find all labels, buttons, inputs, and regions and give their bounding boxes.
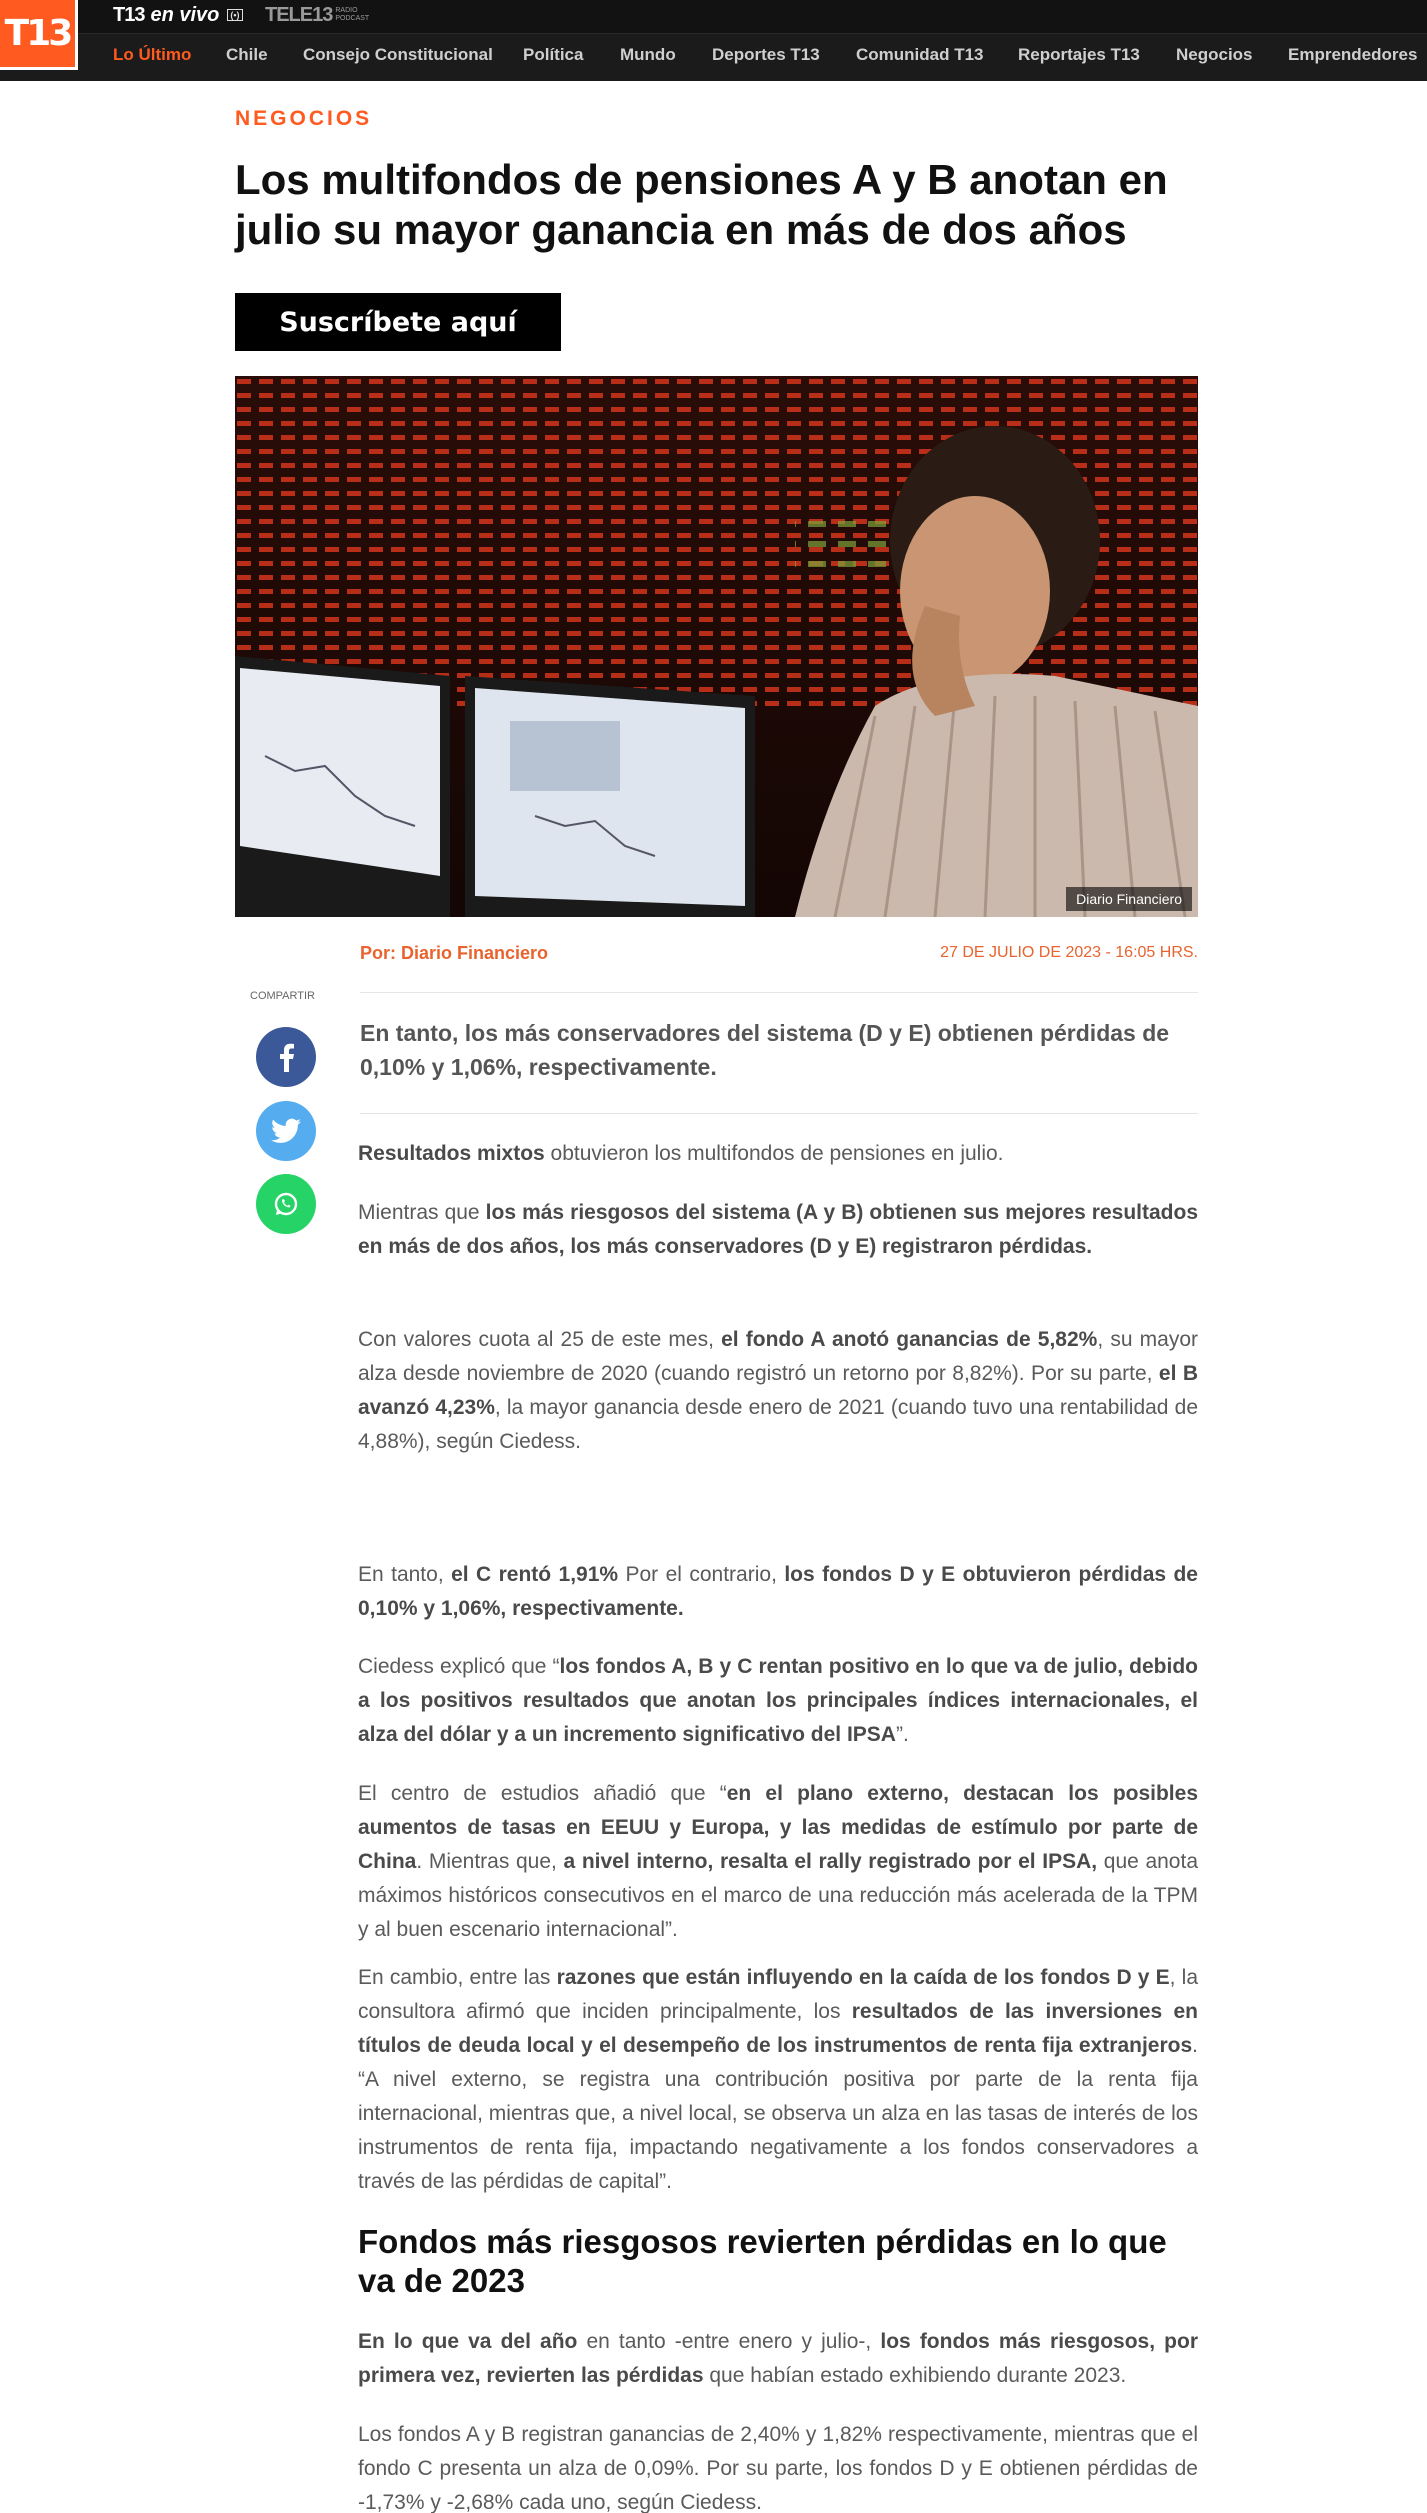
paragraph-9 [358, 2418, 1198, 2513]
nav-item-reportajes[interactable]: Reportajes T13 [1018, 45, 1140, 64]
share-twitter-button[interactable] [256, 1101, 316, 1161]
text: , la mayor ganancia desde enero de 2021 (cuando tuvo una rentabilidad de 4,88%), según Ciedess. [358, 1396, 1198, 1453]
nav-item-politica[interactable]: Política [523, 45, 584, 64]
bold-text: razones que están influyendo en la caída de los fondos D y E [556, 1966, 1170, 1989]
radio-sub [335, 7, 369, 23]
paragraph-4 [358, 1558, 1198, 1626]
nav-item-negocios[interactable]: Negocios [1176, 45, 1253, 64]
article-lead: En tanto, los más conservadores del sistema (D y E) obtienen pérdidas de 0,10% y 1,06%, respectivamente. [360, 1020, 1170, 1080]
divider [360, 992, 1198, 993]
envivo-label: en vivo [150, 3, 220, 26]
paragraph-6 [358, 1777, 1198, 1947]
image-caption: Diario Financiero [1066, 887, 1192, 911]
section-label[interactable]: NEGOCIOS [235, 107, 373, 130]
whatsapp-icon [272, 1190, 300, 1218]
text: Los fondos A y B registran ganancias de 2,40% y 1,82% respectivamente, mientras que el fondo C presenta un alza de 0,09%. Por su parte, los fondos D y E obtienen pérdidas de -1,73% y -2,68% cada uno, según Ciedess. [358, 2423, 1198, 2513]
text: ”. [895, 1723, 909, 1746]
bold-text: los fondos D y E obtuvieron pérdidas de 0,10% y 1,06%, respectivamente. [358, 1563, 1198, 1620]
share-whatsapp-button[interactable] [256, 1174, 316, 1234]
main-nav [0, 34, 1427, 81]
paragraph-5 [358, 1650, 1198, 1752]
bold-text: los más riesgosos del sistema (A y B) obtienen sus mejores resultados en más de dos años, los más conservadores (D y E) registraron pérdidas. [358, 1201, 1198, 1258]
nav-item-lo-ultimo[interactable]: Lo Último [113, 45, 192, 64]
text: Con valores cuota al 25 de este mes, [358, 1328, 722, 1351]
bold-text: los fondos A, B y C rentan positivo en lo que va de julio, debido a los positivos resultados que anotan los principales índices internacionales, el alza del dólar y a un incremento significativo del IPSA [358, 1655, 1198, 1746]
text: En cambio, entre las [358, 1966, 557, 1989]
live-signal-icon: (•) [227, 9, 242, 21]
text: El centro de estudios añadió que “ [358, 1782, 727, 1805]
twitter-icon [271, 1118, 301, 1144]
tele13-radio-link[interactable] [265, 2, 369, 28]
bold-text: a nivel interno, resalta el rally registrado por el IPSA, [563, 1850, 1098, 1873]
facebook-icon [274, 1042, 298, 1072]
text: que habían estado exhibiendo durante 2023. [703, 2364, 1127, 2387]
paragraph-1 [358, 1137, 1198, 1171]
text: . Mientras que, [416, 1850, 564, 1873]
paragraph-8 [358, 2325, 1198, 2393]
nav-item-emprendedores[interactable]: Emprendedores [1288, 45, 1418, 64]
bold-text: Resultados mixtos [358, 1142, 545, 1165]
bold-text: En lo que va del año [358, 2330, 578, 2353]
bold-text: el fondo A anotó ganancias de 5,82% [721, 1328, 1098, 1351]
text: Ciedess explicó que “ [358, 1655, 560, 1678]
en-vivo-link[interactable] [113, 2, 243, 28]
bold-text: en el plano externo, destacan los posibles aumentos de tasas en EEUU y Europa, y las medidas de estímulo por parte de China [358, 1782, 1199, 1873]
radio-brand: TELE13 [265, 3, 333, 26]
nav-item-consejo-constitucional[interactable]: Consejo Constitucional [303, 45, 493, 64]
text: en tanto -entre enero y julio-, [577, 2330, 881, 2353]
radio-sub-top: RADIO [335, 7, 358, 14]
bold-text: el C rentó 1,91% [451, 1563, 619, 1586]
paragraph-7 [358, 1961, 1198, 2199]
share-label: COMPARTIR [250, 990, 315, 1002]
article-subheading: Fondos más riesgosos revierten pérdidas en lo que va de 2023 [358, 2223, 1167, 2299]
text: Mientras que [358, 1201, 486, 1224]
text: En tanto, [358, 1563, 452, 1586]
text: , la consultora afirmó que inciden principalmente, los [358, 1966, 1198, 2023]
nav-item-deportes[interactable]: Deportes T13 [712, 45, 820, 64]
publish-date: 27 DE JULIO DE 2023 - 16:05 HRS. [940, 944, 1198, 961]
hero-image [235, 376, 1198, 917]
radio-sub-bottom: PODCAST [335, 15, 370, 22]
nav-item-mundo[interactable]: Mundo [620, 45, 676, 64]
share-facebook-button[interactable] [256, 1027, 316, 1087]
site-header [0, 0, 1427, 81]
bold-text: resultados de las inversiones en títulos de deuda local y el desempeño de los instrumentos de renta fija extranjeros [358, 2000, 1198, 2057]
envivo-brand: T13 [113, 3, 145, 26]
nav-item-comunidad[interactable]: Comunidad T13 [856, 45, 984, 64]
paragraph-2 [358, 1196, 1198, 1264]
bold-text: los fondos más riesgosos, por primera vez, revierten las pérdidas [358, 2330, 1198, 2387]
divider [360, 1113, 1198, 1114]
text: que anota máximos históricos consecutivos en el marco de una reducción más acelerada de la TPM y al buen escenario internacional”. [358, 1850, 1198, 1941]
bold-text: el B avanzó 4,23% [358, 1362, 1199, 1419]
logo-text: T13 [4, 13, 71, 54]
text: , su mayor alza desde noviembre de 2020 (cuando registró un retorno por 8,82%). Por su parte, [358, 1328, 1199, 1385]
text: . “A nivel externo, se registra una contribución positiva por parte de la renta fija internacional, mientras que, a nivel local, se observa un alza en las tasas de interés de los instrumentos de renta fija, impactando negativamente a los fondos conservadores a través de las pérdidas de capital”. [358, 2034, 1198, 2193]
paragraph-3 [358, 1323, 1198, 1459]
text: Por el contrario, [618, 1563, 785, 1586]
text: obtuvieron los multifondos de pensiones en julio. [544, 1142, 1004, 1165]
trader-photo [235, 376, 1198, 917]
subscribe-button[interactable]: Suscríbete aquí [235, 293, 561, 351]
author-byline[interactable]: Por: Diario Financiero [360, 943, 549, 963]
article-title: Los multifondos de pensiones A y B anotan en julio su mayor ganancia en más de dos años [235, 156, 1168, 253]
nav-item-chile[interactable]: Chile [226, 45, 268, 64]
